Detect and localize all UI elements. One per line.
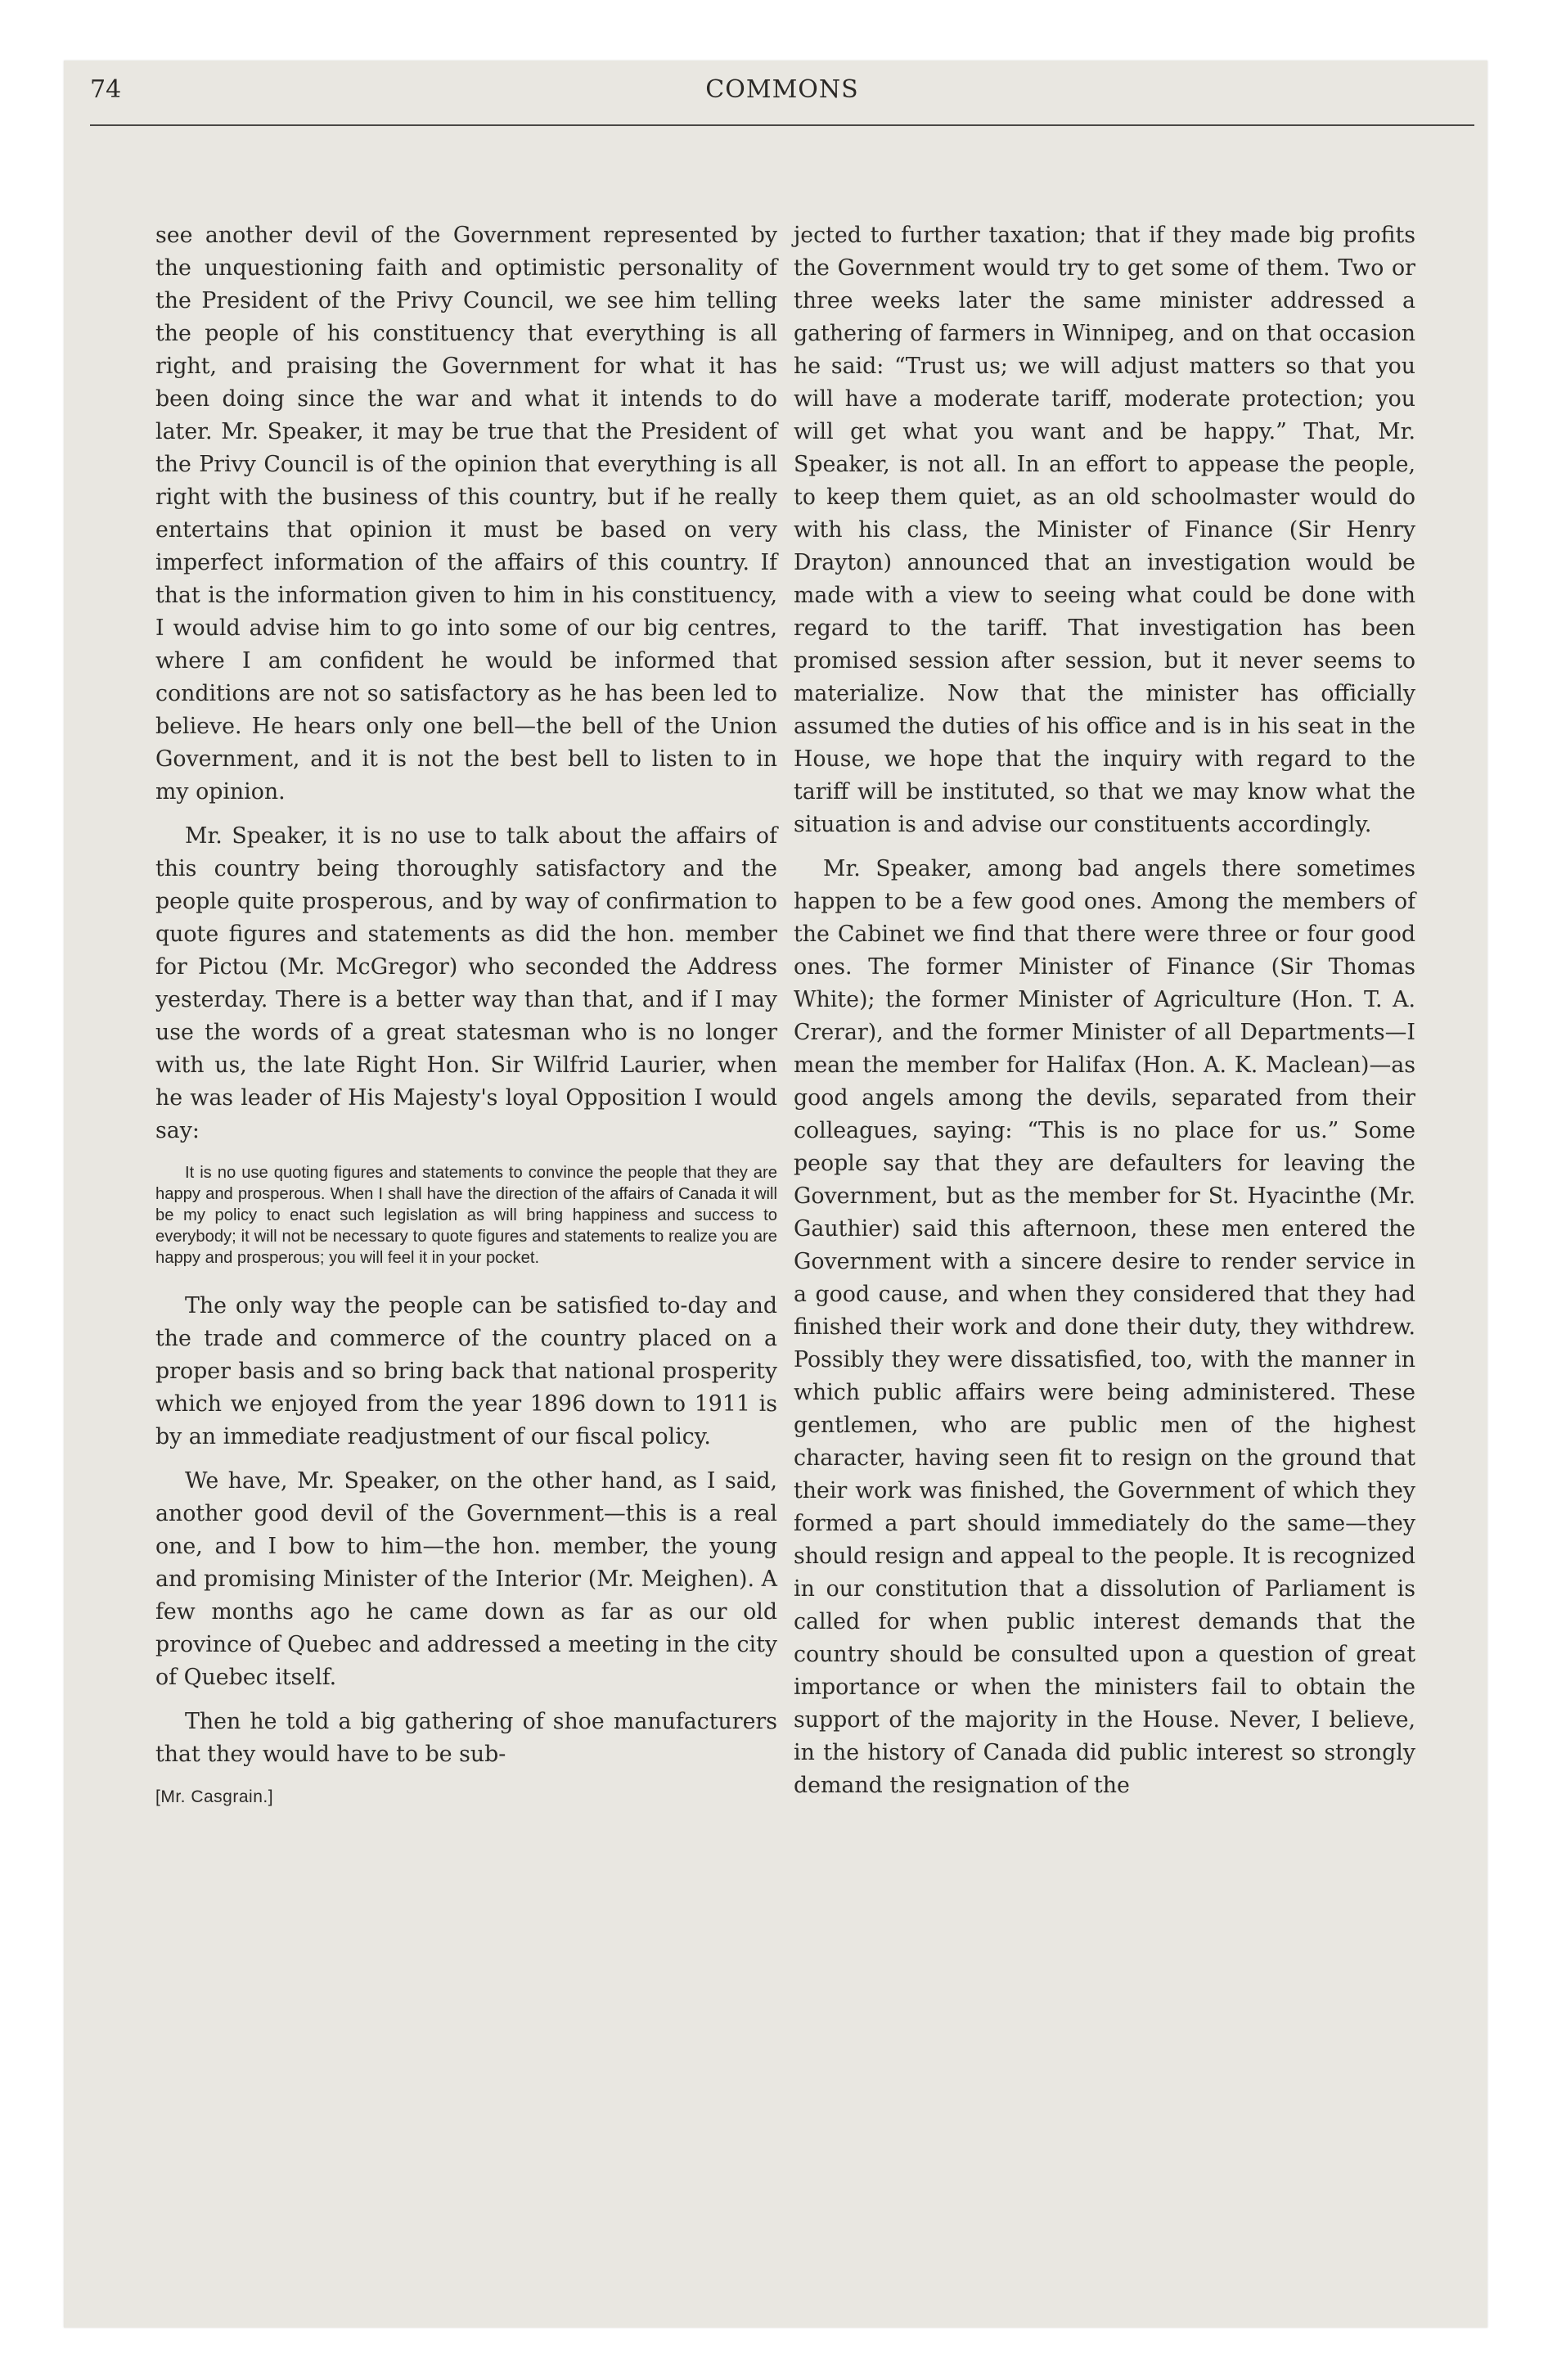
page-number: 74 — [90, 75, 122, 104]
left-column — [155, 219, 777, 1807]
running-head: COMMONS — [705, 75, 859, 104]
paragraph: Mr. Speaker, among bad angels there sometimes happen to be a few good ones. Among the members of the Cabinet we find that there were three or four good ones. The former Minister of Finance (Sir Thomas White); the former Minister of Agriculture (Hon. T. A. Crerar), and the former Minister of all Departments—I mean the member for Halifax (Hon. A. K. Maclean)—as good angels among the devils, separated from their colleagues, saying: “This is no place for us.” Some people say that they are defaulters for leaving the Government, but as the member for St. Hyacinthe (Mr. Gauthier) said this afternoon, these men entered the Government with a sincere desire to render service in a good cause, and when they considered that they had finished their work and done their duty, they withdrew. Possibly they were dissatisfied, too, with the manner in which public affairs were being administered. These gentlemen, who are public men of the highest character, having seen fit to resign on the ground that their work was finished, the Government of which they formed a part should immediately do the same—they should resign and appeal to the people. It is recognized in our constitution that a dissolution of Parliament is called for when public interest demands that the country should be consulted upon a question of great importance or when the ministers fail to obtain the support of the majority in the House. Never, I believe, in the history of Canada did public interest so strongly demand the resignation of the — [794, 856, 1415, 1798]
right-column — [794, 219, 1415, 1814]
paragraph: jected to further taxation; that if they made big profits the Government would try to get some of them. Two or three weeks later the same minister addressed a gathering of farmers in Winnipeg, and on that occasion he said: “Trust us; we will adjust matters so that you will have a moderate tariff, moderate protection; you will get what you want and be happy.” That, Mr. Speaker, is not all. In an effort to appease the people, to keep them quiet, as an old schoolmaster would do with his class, the Minister of Finance (Sir Henry Drayton) announced that an investigation would be made with a view to seeing what could be done with regard to the tariff. That investigation has been promised session after session, but it never seems to materialize. Now that the minister has officially assumed the duties of his office and is in his seat in the House, we hope that the inquiry with regard to the tariff will be instituted, so that we may know what the situation is and advise our constituents accordingly. — [794, 223, 1415, 837]
page-header — [90, 75, 1474, 126]
block-quote: It is no use quoting figures and statements to convince the people that they are happy and prosperous. When I shall have the direction of the affairs of Canada it will be my policy to enact such legislation as will bring happiness and success to everybody; it will not be necessary to quote figures and statements to realize you are happy and prosperous; you will feel it in your pocket. — [155, 1164, 777, 1267]
speaker-attribution: [Mr. Casgrain.] — [155, 1787, 274, 1806]
paragraph: Then he told a big gathering of shoe manufacturers that they would have to be sub- — [155, 1709, 777, 1767]
paragraph: Mr. Speaker, it is no use to talk about the affairs of this country being thoroughly satisfactory and the people quite prosperous, and by way of confirmation to quote figures and statements as did the hon. member for Pictou (Mr. McGregor) who seconded the Address yesterday. There is a better way than that, and if I may use the words of a great statesman who is no longer with us, the late Right Hon. Sir Wilfrid Laurier, when he was leader of His Majesty's loyal Opposition I would say: — [155, 823, 777, 1143]
paragraph: see another devil of the Government represented by the unquestioning faith and optimistic personality of the President of the Privy Council, we see him telling the people of his constituency that everything is all right, and praising the Government for what it has been doing since the war and what it intends to do later. Mr. Speaker, it may be true that the President of the Privy Council is of the opinion that everything is all right with the business of this country, but if he really entertains that opinion it must be based on very imperfect information of the affairs of this country. If that is the information given to him in his constituency, I would advise him to go into some of our big centres, where I am confident he would be informed that conditions are not so satisfactory as he has been led to believe. He hears only one bell—the bell of the Union Government, and it is not the best bell to listen to in my opinion. — [155, 223, 777, 805]
paragraph: We have, Mr. Speaker, on the other hand, as I said, another good devil of the Government—this is a real one, and I bow to him—the hon. member, the young and promising Minister of the Interior (Mr. Meighen). A few months ago he came down as far as our old province of Quebec and addressed a meeting in the city of Quebec itself. — [155, 1468, 777, 1690]
paragraph: The only way the people can be satisfied to-day and the trade and commerce of the country placed on a proper basis and so bring back that national prosperity which we enjoyed from the year 1896 down to 1911 is by an immediate readjustment of our fiscal policy. — [155, 1293, 777, 1449]
